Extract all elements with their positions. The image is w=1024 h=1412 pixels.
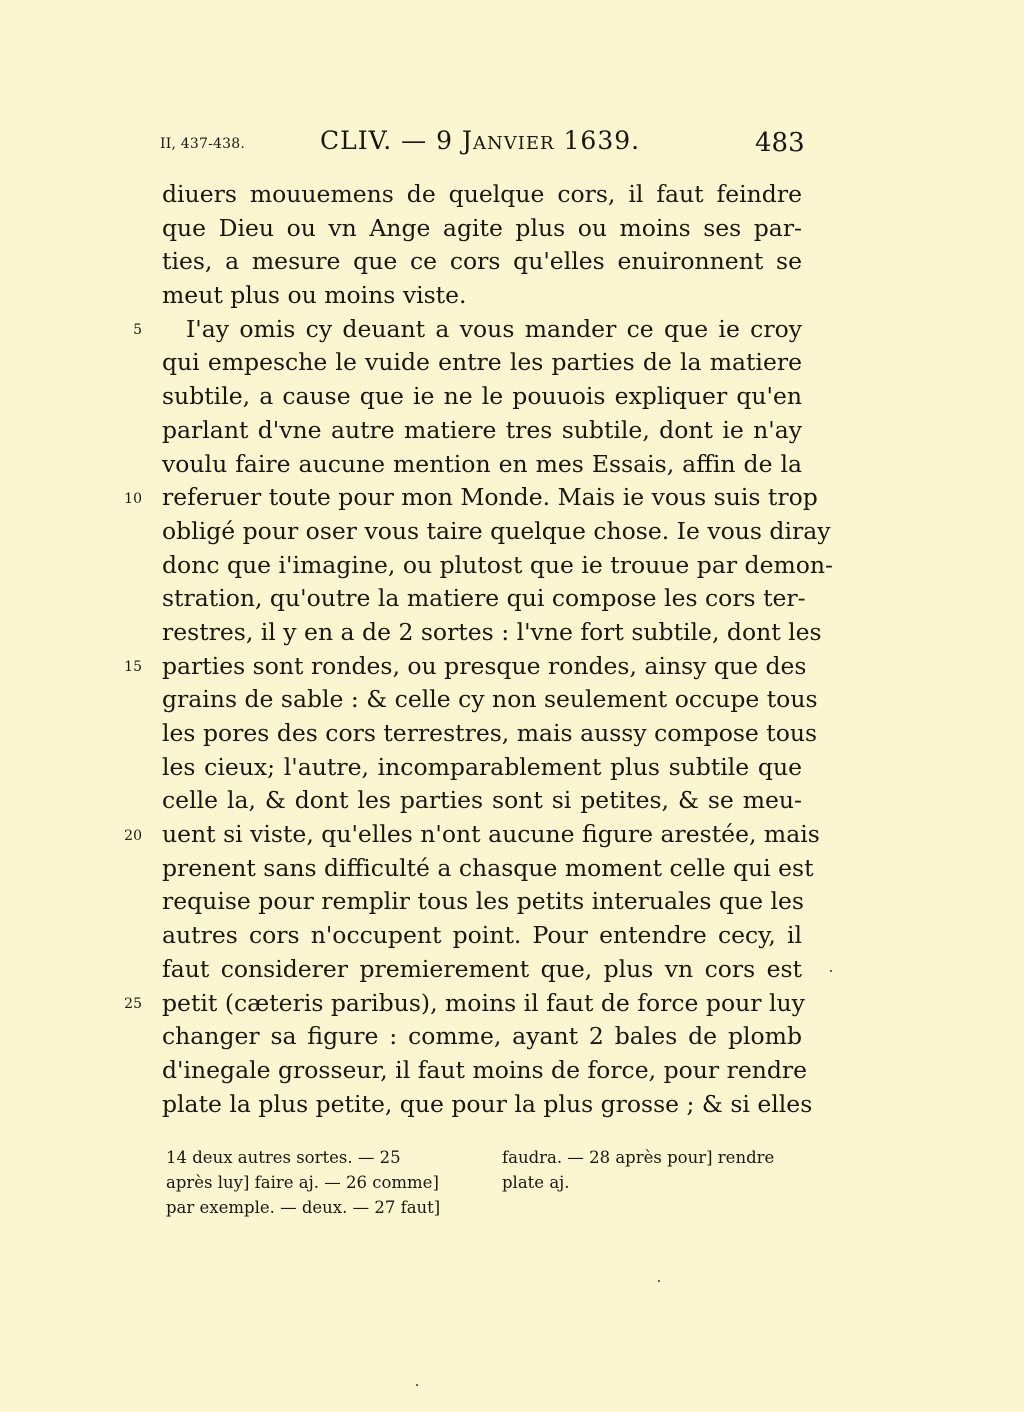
- header-title: CLIV. — 9 Janvier 1639.: [320, 126, 641, 155]
- header-reference: II, 437-438.: [160, 136, 245, 152]
- text-line: referuer toute pour mon Monde. Mais ie vous suis trop: [162, 483, 818, 512]
- text-line: requise pour remplir tous les petits interuales que les: [162, 887, 804, 916]
- footnote-line: après luy] faire aj. — 26 comme]: [166, 1173, 439, 1192]
- footnote-line: faudra. — 28 après pour] rendre: [502, 1148, 775, 1167]
- footnote-line: 14 deux autres sortes. — 25: [166, 1148, 401, 1167]
- text-line: autres cors n'occupent point. Pour entendre cecy, il: [162, 921, 802, 950]
- text-line: parlant d'vne autre matiere tres subtile, dont ie n'ay: [162, 415, 802, 444]
- line-number: 20: [124, 828, 142, 844]
- text-line: diuers mouuemens de quelque cors, il faut feindre: [162, 180, 802, 208]
- footnotes-left-column: [166, 1145, 466, 1220]
- text-line: I'ay omis cy deuant a vous mander ce que ie croy: [186, 314, 802, 343]
- text-line: donc que i'imagine, ou plutost que ie trouue par demon-: [162, 550, 833, 579]
- text-line: les cieux; l'autre, incomparablement plus subtile que: [162, 752, 802, 781]
- text-line: parties sont rondes, ou presque rondes, ainsy que des: [162, 651, 807, 680]
- footnote-line: par exemple. — deux. — 27 faut]: [166, 1198, 441, 1217]
- body-text: [162, 178, 833, 1121]
- text-line: petit (cæteris paribus), moins il faut de force pour luy: [162, 988, 805, 1017]
- line-number: 10: [124, 491, 142, 507]
- text-line: restres, il y en a de 2 sortes : l'vne fort subtile, dont les: [162, 617, 822, 646]
- paper-speck: [416, 1384, 418, 1386]
- footnote-line: plate aj.: [502, 1173, 570, 1192]
- text-line: ties, a mesure que ce cors qu'elles enuironnent se: [162, 247, 802, 276]
- text-line: stration, qu'outre la matiere qui compose les cors ter-: [162, 584, 806, 613]
- text-line: changer sa figure : comme, ayant 2 bales de plomb: [162, 1022, 802, 1051]
- line-number: 15: [124, 659, 142, 675]
- text-line: que Dieu ou vn Ange agite plus ou moins ses par-: [162, 213, 802, 242]
- text-line: plate la plus petite, que pour la plus grosse ; & si elles: [162, 1089, 813, 1118]
- page-number: 483: [755, 128, 805, 158]
- line-number: 25: [124, 996, 142, 1012]
- text-line: faut considerer premierement que, plus vn cors est: [162, 954, 802, 983]
- footnotes-right-column: [502, 1145, 806, 1195]
- paper-speck: [830, 970, 832, 972]
- text-line: grains de sable : & celle cy non seulement occupe tous: [162, 685, 818, 714]
- line-number: 5: [133, 322, 142, 338]
- text-line: d'inegale grosseur, il faut moins de force, pour rendre: [162, 1055, 808, 1084]
- text-line: obligé pour oser vous taire quelque chose. Ie vous diray: [162, 516, 831, 545]
- text-line: qui empesche le vuide entre les parties de la matiere: [162, 348, 802, 377]
- text-line: uent si viste, qu'elles n'ont aucune figure arestée, mais: [162, 820, 820, 849]
- text-line: celle la, & dont les parties sont si petites, & se meu-: [162, 786, 802, 815]
- text-line: subtile, a cause que ie ne le pouuois expliquer qu'en: [162, 382, 802, 411]
- text-line: voulu faire aucune mention en mes Essais, affin de la: [162, 449, 802, 478]
- paper-speck: [658, 1280, 660, 1282]
- text-line: meut plus ou moins viste.: [162, 281, 467, 310]
- text-line: prenent sans difficulté a chasque moment celle qui est: [162, 853, 814, 882]
- text-line: les pores des cors terrestres, mais aussy compose tous: [162, 719, 818, 747]
